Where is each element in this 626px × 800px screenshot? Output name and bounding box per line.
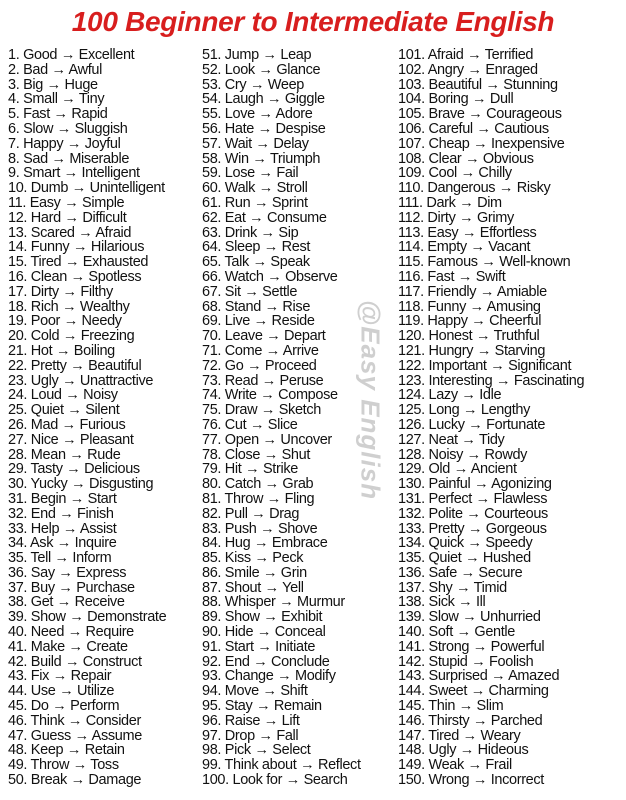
list-item: 54. Laugh → Giggle [202, 91, 325, 108]
list-item: 97. Drop → Fall [202, 727, 299, 744]
list-item: 138. Sick → Ill [398, 594, 486, 611]
list-item: 84. Hug → Embrace [202, 535, 328, 552]
list-item: 37. Buy → Purchase [8, 579, 135, 596]
list-item: 121. Hungry → Starving [398, 342, 546, 359]
list-item: 134. Quick → Speedy [398, 535, 533, 552]
list-item: 88. Whisper → Murmur [202, 594, 345, 611]
list-item: 17. Dirty → Filthy [8, 283, 113, 300]
watermark: @Easy English [355, 299, 386, 501]
list-item: 20. Cold → Freezing [8, 328, 135, 345]
list-item: 18. Rich → Wealthy [8, 298, 130, 315]
list-item: 114. Empty → Vacant [398, 239, 531, 256]
list-item: 62. Eat → Consume [202, 209, 327, 226]
word-list-column-3 [398, 48, 584, 788]
list-item: 52. Look → Glance [202, 61, 321, 78]
list-item: 12. Hard → Difficult [8, 209, 127, 226]
list-item: 38. Get → Receive [8, 594, 125, 611]
list-item: 96. Raise → Lift [202, 712, 300, 729]
list-item: 22. Pretty → Beautiful [8, 357, 142, 374]
list-item: 135. Quiet → Hushed [398, 550, 531, 567]
list-item: 85. Kiss → Peck [202, 550, 304, 567]
list-item: 113. Easy → Effortless [398, 224, 537, 241]
list-item: 64. Sleep → Rest [202, 239, 311, 256]
list-item: 82. Pull → Drag [202, 505, 300, 522]
list-item: 81. Throw → Fling [202, 490, 315, 507]
list-item: 40. Need → Require [8, 624, 134, 641]
list-item: 3. Big → Huge [8, 76, 98, 93]
list-item: 91. Start → Initiate [202, 638, 316, 655]
list-item: 143. Surprised → Amazed [398, 668, 560, 685]
list-item: 123. Interesting → Fascinating [398, 372, 585, 389]
list-item: 63. Drink → Sip [202, 224, 299, 241]
list-item: 129. Old → Ancient [398, 461, 517, 478]
list-item: 94. Move → Shift [202, 683, 308, 700]
list-item: 98. Pick → Select [202, 742, 311, 759]
list-item: 43. Fix → Repair [8, 668, 112, 685]
list-item: 23. Ugly → Unattractive [8, 372, 154, 389]
list-item: 73. Read → Peruse [202, 372, 324, 389]
list-item: 50. Break → Damage [8, 772, 142, 789]
list-item: 4. Small → Tiny [8, 91, 105, 108]
list-item: 144. Sweet → Charming [398, 683, 549, 700]
list-item: 53. Cry → Weep [202, 76, 305, 93]
list-item: 42. Build → Construct [8, 653, 142, 670]
list-item: 67. Sit → Settle [202, 283, 298, 300]
list-item: 78. Close → Shut [202, 446, 311, 463]
list-item: 118. Funny → Amusing [398, 298, 541, 315]
list-item: 25. Quiet → Silent [8, 402, 120, 419]
list-item: 49. Throw → Toss [8, 757, 119, 774]
list-item: 45. Do → Perform [8, 698, 120, 715]
list-item: 111. Dark → Dim [398, 194, 502, 211]
list-item: 61. Run → Sprint [202, 194, 308, 211]
list-item: 105. Brave → Courageous [398, 106, 562, 123]
list-item: 133. Pretty → Gorgeous [398, 520, 547, 537]
list-item: 57. Wait → Delay [202, 135, 309, 152]
list-item: 13. Scared → Afraid [8, 224, 132, 241]
list-item: 47. Guess → Assume [8, 727, 142, 744]
list-item: 41. Make → Create [8, 638, 128, 655]
list-item: 77. Open → Uncover [202, 431, 332, 448]
list-item: 9. Smart → Intelligent [8, 165, 140, 182]
list-item: 75. Draw → Sketch [202, 402, 321, 419]
list-item: 115. Famous → Well-known [398, 254, 571, 271]
list-item: 11. Easy → Simple [8, 194, 125, 211]
list-item: 108. Clear → Obvious [398, 150, 534, 167]
list-item: 56. Hate → Despise [202, 120, 326, 137]
list-item: 95. Stay → Remain [202, 698, 322, 715]
list-item: 44. Use → Utilize [8, 683, 115, 700]
list-item: 122. Important → Significant [398, 357, 572, 374]
list-item: 117. Friendly → Amiable [398, 283, 547, 300]
list-item: 116. Fast → Swift [398, 268, 506, 285]
list-item: 8. Sad → Miserable [8, 150, 130, 167]
list-item: 120. Honest → Truthful [398, 328, 540, 345]
list-item: 24. Loud → Noisy [8, 387, 118, 404]
list-item: 100. Look for → Search [202, 772, 348, 789]
list-item: 21. Hot → Boiling [8, 342, 115, 359]
list-item: 131. Perfect → Flawless [398, 490, 548, 507]
list-item: 68. Stand → Rise [202, 298, 311, 315]
list-item: 39. Show → Demonstrate [8, 609, 167, 626]
list-item: 32. End → Finish [8, 505, 114, 522]
list-item: 99. Think about → Reflect [202, 757, 361, 774]
list-item: 93. Change → Modify [202, 668, 336, 685]
list-item: 33. Help → Assist [8, 520, 117, 537]
list-item: 147. Tired → Weary [398, 727, 521, 744]
list-item: 58. Win → Triumph [202, 150, 321, 167]
page-title: 100 Beginner to Intermediate English [71, 6, 555, 37]
list-item: 87. Shout → Yell [202, 579, 304, 596]
list-item: 6. Slow → Sluggish [8, 120, 128, 137]
list-item: 110. Dangerous → Risky [398, 180, 551, 197]
list-item: 128. Noisy → Rowdy [398, 446, 528, 463]
list-item: 90. Hide → Conceal [202, 624, 326, 641]
list-item: 141. Strong → Powerful [398, 638, 545, 655]
list-item: 14. Funny → Hilarious [8, 239, 145, 256]
list-item: 36. Say → Express [8, 564, 127, 581]
list-item: 124. Lazy → Idle [398, 387, 502, 404]
list-item: 35. Tell → Inform [8, 550, 112, 567]
list-item: 80. Catch → Grab [202, 476, 314, 493]
list-item: 125. Long → Lengthy [398, 402, 531, 419]
list-item: 15. Tired → Exhausted [8, 254, 149, 271]
list-item: 146. Thirsty → Parched [398, 712, 543, 729]
list-item: 150. Wrong → Incorrect [398, 772, 544, 789]
list-item: 130. Painful → Agonizing [398, 476, 552, 493]
list-item: 137. Shy → Timid [398, 579, 507, 596]
list-item: 70. Leave → Depart [202, 328, 326, 345]
list-item: 142. Stupid → Foolish [398, 653, 534, 670]
list-item: 79. Hit → Strike [202, 461, 298, 478]
list-item: 104. Boring → Dull [398, 91, 514, 108]
word-list-column-1 [8, 48, 166, 788]
list-item: 29. Tasty → Delicious [8, 461, 140, 478]
list-item: 66. Watch → Observe [202, 268, 338, 285]
list-item: 27. Nice → Pleasant [8, 431, 134, 448]
list-item: 107. Cheap → Inexpensive [398, 135, 565, 152]
list-item: 109. Cool → Chilly [398, 165, 512, 182]
list-item: 71. Come → Arrive [202, 342, 319, 359]
list-item: 149. Weak → Frail [398, 757, 512, 774]
list-item: 28. Mean → Rude [8, 446, 121, 463]
list-item: 26. Mad → Furious [8, 416, 126, 433]
list-item: 76. Cut → Slice [202, 416, 298, 433]
list-item: 127. Neat → Tidy [398, 431, 505, 448]
list-item: 92. End → Conclude [202, 653, 330, 670]
list-item: 65. Talk → Speak [202, 254, 310, 271]
list-item: 16. Clean → Spotless [8, 268, 142, 285]
list-item: 132. Polite → Courteous [398, 505, 548, 522]
list-item: 34. Ask → Inquire [8, 535, 117, 552]
list-item: 72. Go → Proceed [202, 357, 317, 374]
list-item: 74. Write → Compose [202, 387, 338, 404]
list-item: 46. Think → Consider [8, 712, 141, 729]
list-item: 126. Lucky → Fortunate [398, 416, 546, 433]
list-item: 55. Love → Adore [202, 106, 313, 123]
list-item: 7. Happy → Joyful [8, 135, 121, 152]
list-item: 89. Show → Exhibit [202, 609, 323, 626]
word-list-column-2 [202, 48, 361, 788]
list-item: 83. Push → Shove [202, 520, 318, 537]
list-item: 51. Jump → Leap [202, 47, 312, 63]
list-item: 106. Careful → Cautious [398, 120, 549, 137]
list-item: 101. Afraid → Terrified [398, 47, 534, 63]
list-item: 31. Begin → Start [8, 490, 117, 507]
list-item: 86. Smile → Grin [202, 564, 307, 581]
list-item: 139. Slow → Unhurried [398, 609, 541, 626]
list-item: 48. Keep → Retain [8, 742, 125, 759]
list-item: 103. Beautiful → Stunning [398, 76, 558, 93]
list-item: 145. Thin → Slim [398, 698, 504, 715]
list-item: 10. Dumb → Unintelligent [8, 180, 165, 197]
list-item: 119. Happy → Cheerful [398, 313, 542, 330]
list-item: 136. Safe → Secure [398, 564, 523, 581]
list-item: 60. Walk → Stroll [202, 180, 308, 197]
list-item: 5. Fast → Rapid [8, 106, 108, 123]
list-item: 112. Dirty → Grimy [398, 209, 514, 226]
list-item: 30. Yucky → Disgusting [8, 476, 154, 493]
list-item: 2. Bad → Awful [8, 61, 102, 78]
list-item: 140. Soft → Gentle [398, 624, 516, 641]
list-item: 59. Lose → Fail [202, 165, 299, 182]
list-item: 1. Good → Excellent [8, 47, 135, 63]
list-item: 102. Angry → Enraged [398, 61, 538, 78]
list-item: 148. Ugly → Hideous [398, 742, 529, 759]
list-item: 69. Live → Reside [202, 313, 315, 330]
list-item: 19. Poor → Needy [8, 313, 122, 330]
